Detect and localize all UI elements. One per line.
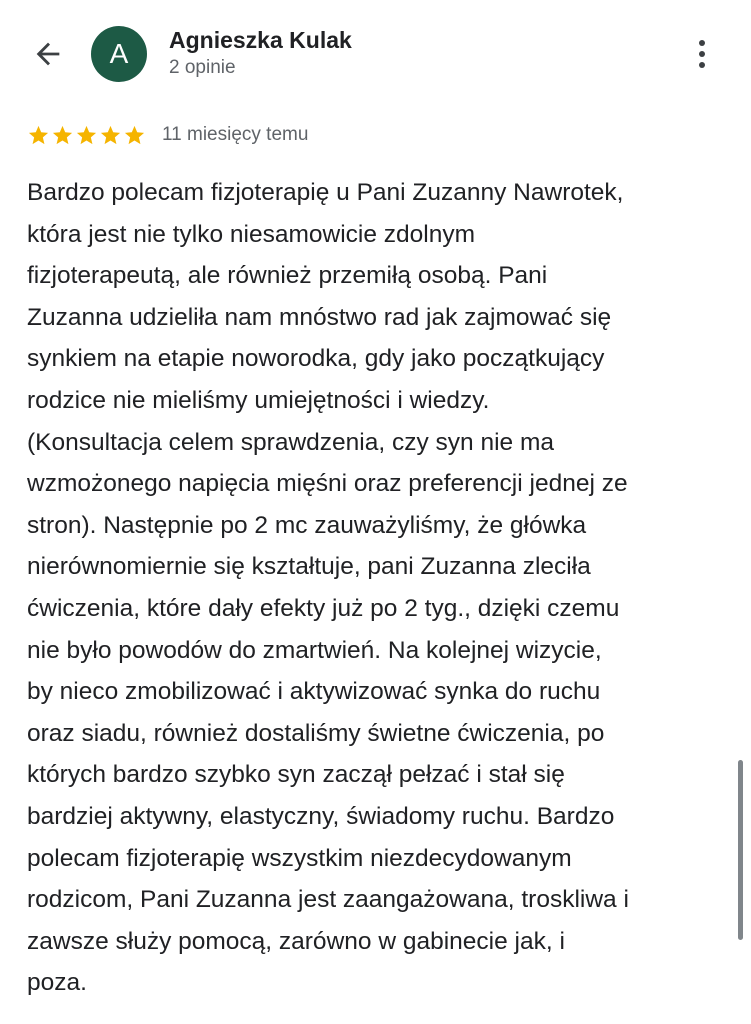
star-rating	[27, 124, 146, 147]
review-text-line: polecam fizjoterapię wszystkim niezdecydowanym	[27, 844, 572, 872]
review-text-line: których bardzo szybko syn zaczął pełzać i stał się	[27, 761, 565, 789]
review-header	[0, 0, 751, 110]
back-button[interactable]	[26, 32, 70, 76]
star-icon	[123, 124, 146, 147]
avatar-letter: A	[109, 38, 129, 69]
star-icon	[27, 124, 50, 147]
more-options-button[interactable]	[684, 30, 720, 78]
more-vertical-icon-dot	[699, 51, 705, 57]
review-text-line: zawsze służy pomocą, zarówno w gabinecie jak, i	[27, 927, 565, 955]
review-text-line: nierównomiernie się kształtuje, pani Zuzanna zleciła	[27, 553, 591, 581]
review-text-line: bardziej aktywny, elastyczny, świadomy ruchu. Bardzo	[27, 802, 615, 830]
rating-row	[27, 120, 308, 150]
review-text-line: by nieco zmobilizować i aktywizować synka do ruchu	[27, 678, 601, 706]
star-icon	[75, 124, 98, 147]
review-text	[27, 172, 727, 1004]
star-icon	[99, 124, 122, 147]
review-text-line: oraz siadu, również dostaliśmy świetne ćwiczenia, po	[27, 719, 605, 747]
reviewer-name[interactable]: Agnieszka Kulak	[169, 27, 352, 53]
more-vertical-icon	[699, 40, 705, 46]
review-count: 2 opinie	[169, 57, 236, 78]
review-text-line: synkiem na etapie noworodka, gdy jako początkujący	[27, 345, 605, 373]
review-text-line: (Konsultacja celem sprawdzenia, czy syn nie ma	[27, 428, 554, 456]
review-text-line: Bardzo polecam fizjoterapię u Pani Zuzanny Nawrotek,	[27, 179, 624, 206]
more-vertical-icon-dot	[699, 62, 705, 68]
review-text-line: poza.	[27, 969, 87, 997]
review-text-line: wzmożonego napięcia mięśni oraz preferencji jednej ze	[27, 470, 628, 498]
star-icon	[51, 124, 74, 147]
review-text-line: rodzicom, Pani Zuzanna jest zaangażowana, troskliwa i	[27, 886, 629, 914]
review-text-line: Zuzanna udzieliła nam mnóstwo rad jak zajmować się	[27, 303, 612, 331]
review-date: 11 miesięcy temu	[162, 124, 309, 145]
review-text-line: fizjoterapeutą, ale również przemiłą osobą. Pani	[27, 262, 548, 290]
review-text-line: nie było powodów do zmartwień. Na kolejnej wizycie,	[27, 636, 602, 664]
scrollbar[interactable]	[738, 760, 743, 940]
review-text-line: rodzice nie mieliśmy umiejętności i wiedzy.	[27, 386, 490, 414]
arrow-left-icon	[31, 37, 65, 71]
review-text-line: ćwiczenia, które dały efekty już po 2 tyg., dzięki czemu	[27, 594, 620, 622]
review-text-line: stron). Następnie po 2 mc zauważyliśmy, że główka	[27, 511, 587, 539]
review-text-line: która jest nie tylko niesamowicie zdolnym	[27, 220, 475, 248]
avatar[interactable]	[91, 26, 147, 82]
